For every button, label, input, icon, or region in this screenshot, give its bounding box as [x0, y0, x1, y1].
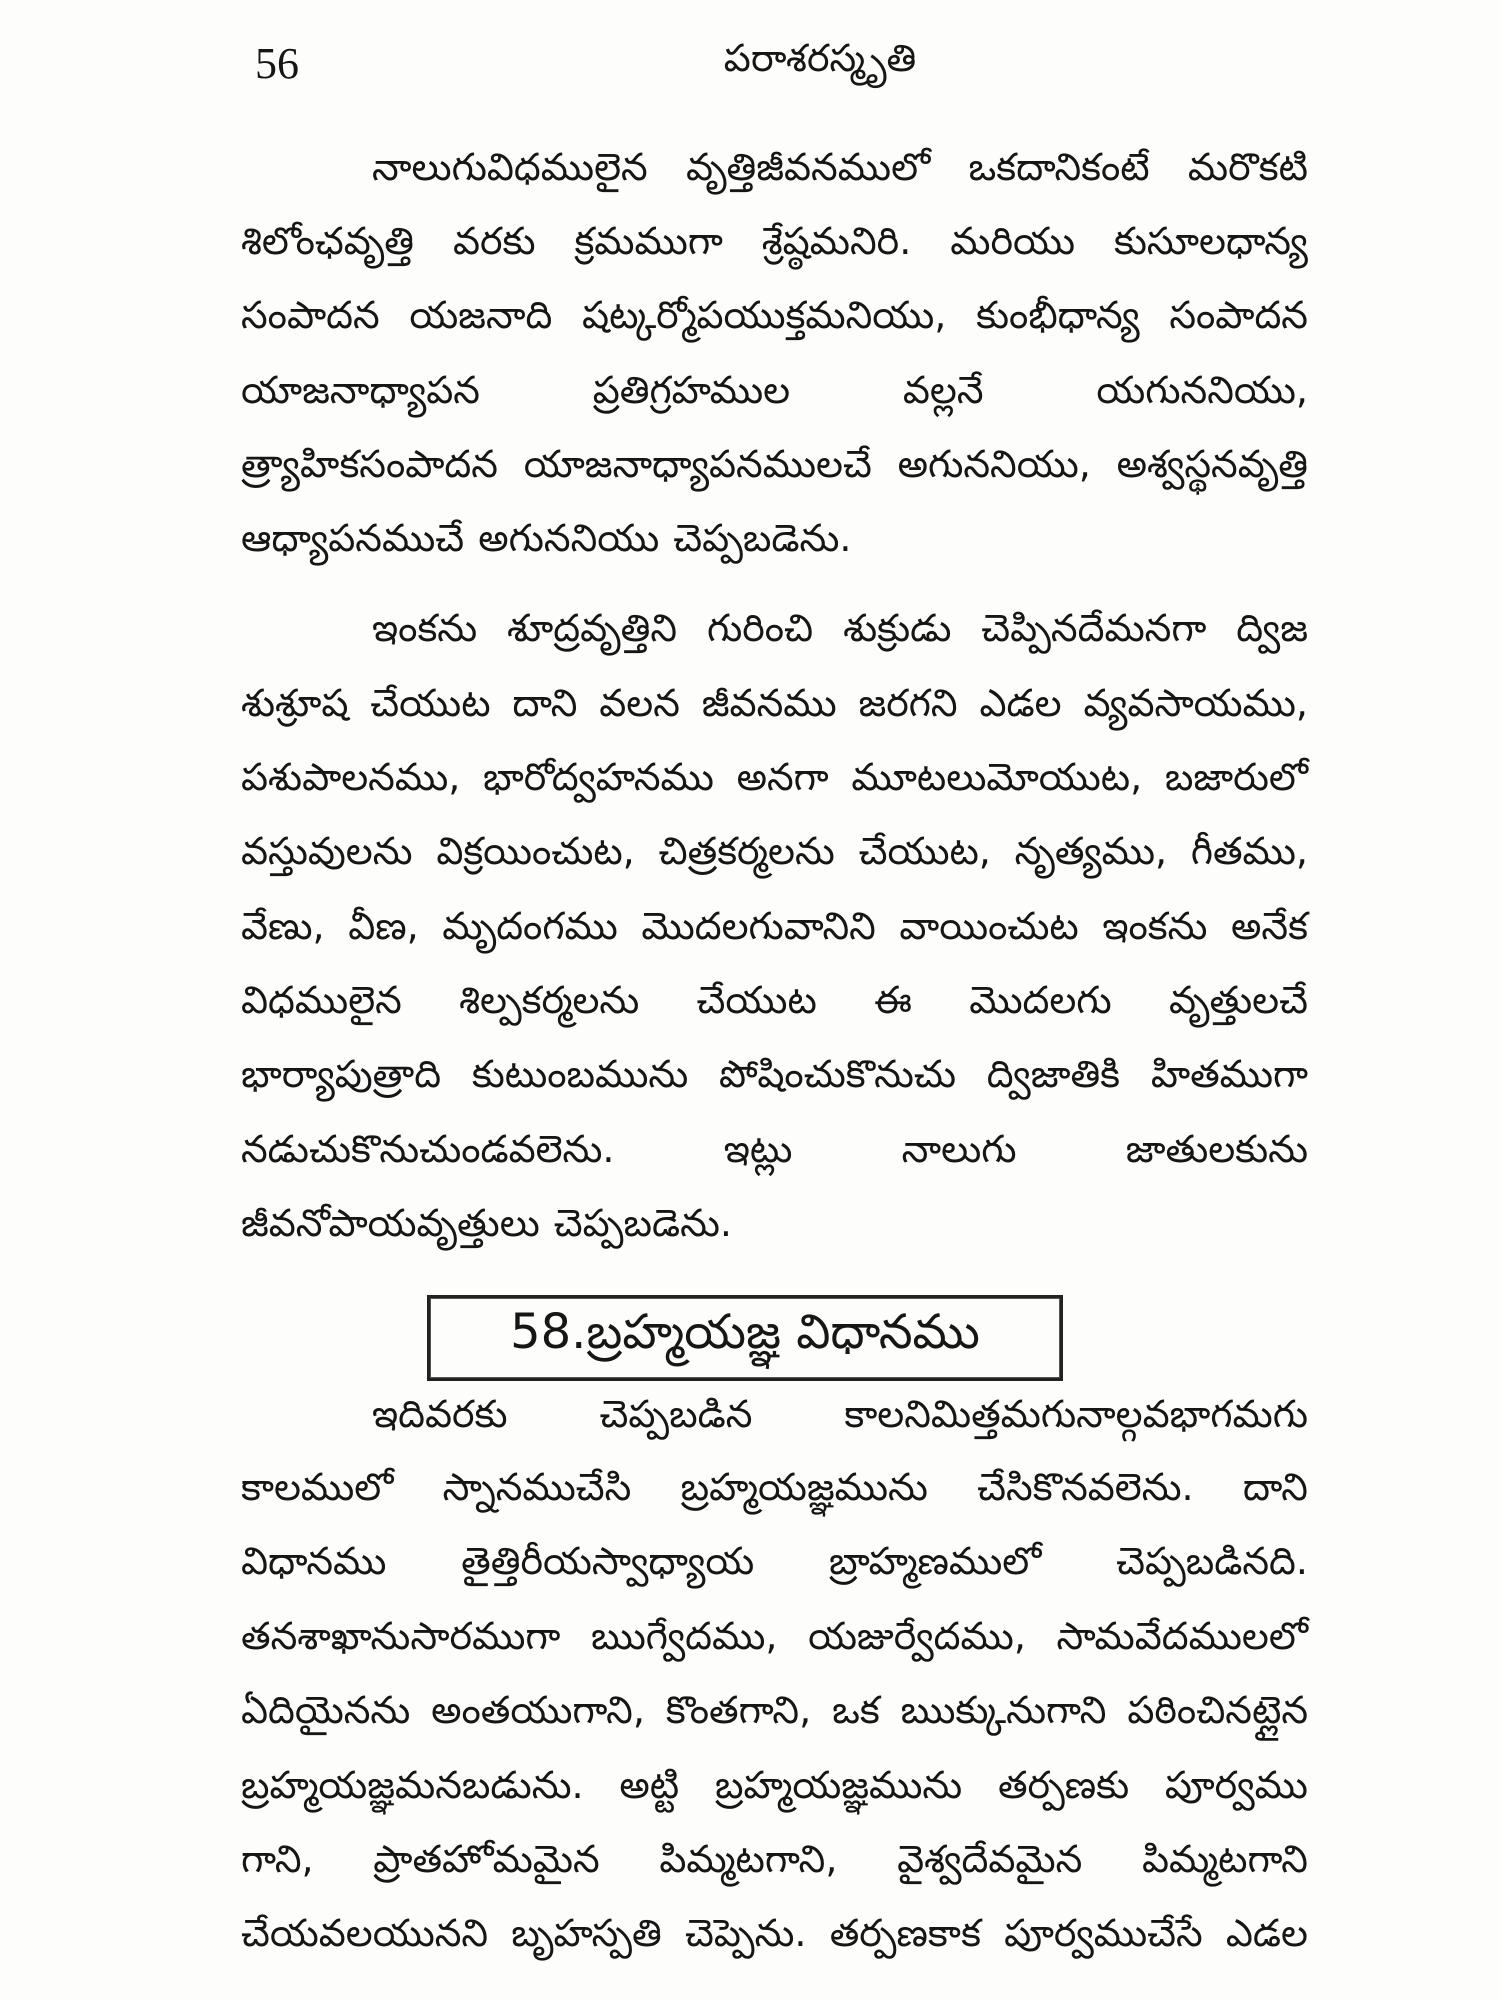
- text-line: [241, 211, 1308, 271]
- text-line: [241, 821, 1308, 881]
- word: చేయుట: [370, 681, 491, 725]
- word: యాజనాధ్యాపన: [241, 368, 480, 412]
- word: చెప్పబడినది.: [1116, 1539, 1308, 1583]
- word: నాలుగు: [901, 1127, 1017, 1171]
- text-line: [241, 285, 1308, 345]
- word: వృత్తిజీవనములో: [686, 145, 931, 189]
- word: బ్రహ్మయజ్ఞమనబడును.: [241, 1763, 584, 1807]
- word: ఒకదానికంటే: [968, 145, 1150, 189]
- text-line: [241, 673, 1308, 733]
- word: సంపాదన: [241, 293, 380, 337]
- word: విధానము: [241, 1539, 387, 1583]
- word: పఠించినట్లైన: [1127, 1688, 1308, 1732]
- text-line: [372, 137, 1308, 197]
- word: మూటలుమోయుట,: [851, 755, 1143, 799]
- word: పూర్వము: [1164, 1763, 1308, 1807]
- word: కుంభీధాన్య: [976, 293, 1140, 337]
- word: యాజనాధ్యాపనములచే: [523, 442, 872, 486]
- word: వ్యవసాయము,: [1083, 681, 1308, 725]
- word: బ్రహ్మయజ్ఞమును: [714, 1763, 963, 1807]
- word: పిమ్మటగాని,: [659, 1837, 838, 1881]
- word: నడుచుకొనుచుండవలెను.: [241, 1127, 615, 1171]
- word: శుక్రుడు: [843, 606, 952, 650]
- text-line: [241, 1680, 1308, 1740]
- word: శిల్పకర్మలను: [459, 978, 640, 1022]
- word: ఇంకను: [1102, 904, 1208, 948]
- word: జీవనము: [701, 681, 837, 725]
- word: పూర్వముచేసే: [1004, 1911, 1203, 1955]
- word: మరొకటి: [1187, 145, 1308, 189]
- word: తర్పణకాక: [829, 1911, 981, 1955]
- word: భారోద్వహనము: [483, 755, 714, 799]
- section-heading: [427, 1295, 1063, 1381]
- word: షట్కర్మోపయుక్తమనియు,: [581, 293, 947, 337]
- word: యగుననియు,: [1096, 368, 1308, 412]
- word: ఋగ్వేదము,: [591, 1614, 778, 1658]
- word: ప్రాతహోమమైన: [373, 1837, 600, 1881]
- word: శుశ్రూష: [241, 681, 349, 725]
- word: బ్రహ్మయజ్ఞమును: [680, 1465, 928, 1509]
- word: మరియు: [950, 219, 1075, 263]
- text-line: [241, 896, 1308, 956]
- word: వాయించుట: [899, 904, 1079, 948]
- word: ఒక: [832, 1688, 880, 1732]
- word: శిలోంఛవృత్తి: [241, 219, 414, 263]
- word: భార్యాపుత్రాది: [241, 1052, 442, 1096]
- word: బృహస్పతి: [511, 1911, 662, 1955]
- running-title: పరాశరస్మృతి: [723, 36, 917, 80]
- text-line: [241, 1193, 1308, 1253]
- word: క్రమముగా: [574, 219, 723, 263]
- text-line: [241, 747, 1308, 807]
- word: గీతము,: [1190, 829, 1308, 873]
- text-line: [241, 360, 1308, 420]
- word: ఏదియైనను: [241, 1688, 411, 1732]
- word: వస్తువులను: [241, 829, 413, 873]
- section-heading-text: 58.బ్రహ్మయజ్ఞ విధానము: [510, 1304, 980, 1360]
- word: చేయుట: [696, 978, 817, 1022]
- word: కుటుంబమును: [471, 1052, 689, 1096]
- word: వరకు: [452, 219, 536, 263]
- word: ఈ: [874, 978, 912, 1022]
- word: చిత్రకర్మలను: [658, 829, 835, 873]
- word: స్నానముచేసి: [442, 1465, 632, 1509]
- word: జీవనోపాయవృత్తులు: [241, 1201, 540, 1245]
- word: ఎడల: [1225, 1911, 1308, 1955]
- word: ద్విజాతికి: [986, 1052, 1121, 1096]
- word: దాని: [1242, 1465, 1308, 1509]
- word: త్ర్యాహికసంపాదన: [241, 442, 498, 486]
- word: వైశ్వదేవమైన: [897, 1837, 1083, 1881]
- word: వేణు,: [241, 904, 325, 948]
- word: ఇట్లు: [723, 1127, 793, 1171]
- word: సంపాదన: [1169, 293, 1308, 337]
- word: సామవేదములలో: [1056, 1614, 1308, 1658]
- word: ఇదివరకు: [372, 1392, 508, 1436]
- text-line: [241, 1044, 1308, 1104]
- word: అంతయుగాని,: [431, 1688, 645, 1732]
- word: గురించి: [706, 606, 814, 650]
- word: చెప్పినదేమనగా: [981, 606, 1207, 650]
- text-line: [241, 1119, 1308, 1179]
- word: నృత్యము,: [1014, 829, 1168, 873]
- text-line: [241, 434, 1308, 494]
- word: బ్రాహ్మణములో: [829, 1539, 1042, 1583]
- word: మొదలగు: [969, 978, 1112, 1022]
- word: చెప్పబడిన: [599, 1392, 753, 1436]
- word: జాతులకును: [1125, 1127, 1308, 1171]
- word: జరగని: [858, 681, 958, 725]
- word: మృదంగము: [442, 904, 618, 948]
- word: కుసూలధాన్య: [1113, 219, 1308, 263]
- word: వీణ,: [348, 904, 419, 948]
- word: అనేక: [1231, 904, 1308, 948]
- word: పిమ్మటగాని: [1141, 1837, 1308, 1881]
- word: నాలుగువిధములైన: [372, 145, 648, 189]
- word: కాలనిమిత్తమగునాల్గవభాగమగు: [844, 1392, 1308, 1436]
- word: చేయవలయునని: [241, 1911, 489, 1955]
- text-line: [241, 1829, 1308, 1889]
- text-line: [241, 1903, 1308, 1963]
- text-line: [241, 1606, 1308, 1666]
- word: అగుననియు: [478, 516, 660, 560]
- word: తర్పణకు: [997, 1763, 1130, 1807]
- word: విధములైన: [241, 978, 402, 1022]
- word: తైత్తిరీయస్వాధ్యాయ: [461, 1539, 755, 1583]
- word: కొంతగాని,: [665, 1688, 812, 1732]
- word: అశ్వస్థనవృత్తి: [1116, 442, 1308, 486]
- word: చెప్పబడెను.: [673, 516, 852, 560]
- word: మొదలగువానిని: [641, 904, 876, 948]
- word: ద్విజ: [1236, 606, 1308, 650]
- word: ఇంకను: [372, 606, 478, 650]
- word: అగుననియు,: [897, 442, 1091, 486]
- word: ప్రతిగ్రహముల: [592, 368, 791, 412]
- word: ఆధ్యాపనముచే: [241, 516, 465, 560]
- word: హితముగా: [1150, 1052, 1308, 1096]
- text-line: [241, 1755, 1308, 1815]
- word: చేయుట,: [858, 829, 991, 873]
- word: శూద్రవృత్తిని: [507, 606, 678, 650]
- text-line: [241, 970, 1308, 1030]
- word: చెప్పబడెను.: [553, 1201, 732, 1245]
- word: గాని,: [241, 1837, 314, 1881]
- word: ఋక్కునుగాని: [900, 1688, 1107, 1732]
- word: చెప్పెను.: [684, 1911, 807, 1955]
- text-line: [372, 1384, 1308, 1444]
- word: చేసికొనవలెను.: [977, 1465, 1194, 1509]
- word: వలన: [599, 681, 680, 725]
- word: పోషించుకొనుచు: [719, 1052, 956, 1096]
- word: ఎడల: [979, 681, 1062, 725]
- word: యజుర్వేదము,: [808, 1614, 1026, 1658]
- word: శ్రేష్ఠమనిరి.: [761, 219, 912, 263]
- text-line: [372, 598, 1308, 658]
- text-line: [241, 1457, 1308, 1517]
- word: అనగా: [736, 755, 829, 799]
- word: వల్లనే: [902, 368, 984, 412]
- word: బజారులో: [1164, 755, 1308, 799]
- word: వృత్తులచే: [1168, 978, 1308, 1022]
- word: తనశాఖానుసారముగా: [241, 1614, 561, 1658]
- word: దాని: [512, 681, 578, 725]
- word: విక్రయించుట,: [436, 829, 635, 873]
- word: అట్టి: [619, 1763, 680, 1807]
- word: పశుపాలనము,: [241, 755, 461, 799]
- text-line: [241, 1531, 1308, 1591]
- page-number: 56: [255, 39, 299, 88]
- word: కాలములో: [241, 1465, 394, 1509]
- text-line: [241, 508, 1308, 568]
- word: యజనాది: [409, 293, 553, 337]
